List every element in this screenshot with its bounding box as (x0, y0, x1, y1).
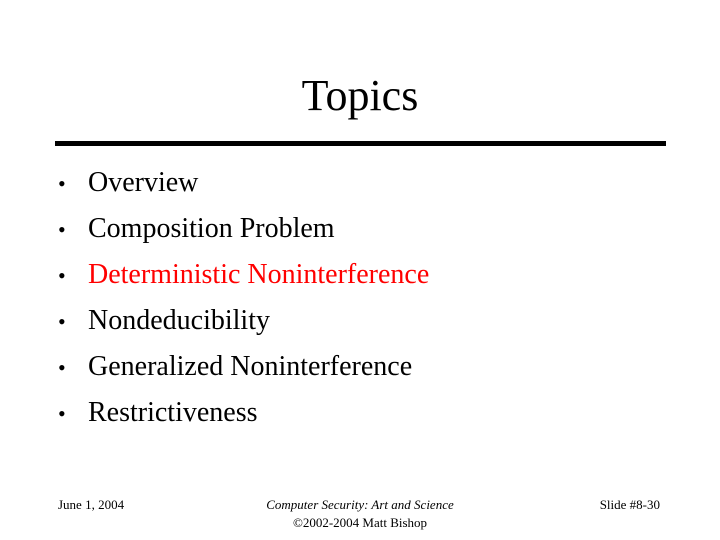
bullet-item-restrictiveness (58, 390, 429, 436)
bullet-text: Restrictiveness (88, 397, 258, 428)
bullet-marker: • (58, 217, 66, 242)
bullet-marker: • (58, 171, 66, 196)
bullet-text-highlighted: Deterministic Noninterference (88, 259, 430, 290)
bullet-text: Composition Problem (88, 213, 335, 244)
bullet-list (58, 160, 429, 436)
bullet-marker: • (58, 401, 66, 426)
footer-copyright: ©2002-2004 Matt Bishop (292, 515, 428, 530)
bullet-text: Generalized Noninterference (88, 351, 413, 382)
bullet-item-overview (58, 160, 429, 206)
bullet-text: Overview (88, 167, 199, 198)
title-underline-rule (55, 141, 666, 146)
footer-date: June 1, 2004 (58, 497, 125, 512)
bullet-marker: • (58, 263, 66, 288)
bullet-text: Nondeducibility (88, 305, 270, 336)
footer-book-title: Computer Security: Art and Science (266, 497, 454, 512)
bullet-marker: • (58, 309, 66, 334)
slide-title: Topics (301, 71, 419, 120)
bullet-marker: • (58, 355, 66, 380)
bullet-item-composition-problem (58, 206, 429, 252)
footer-book-credit (220, 496, 500, 532)
bullet-item-deterministic-noninterference (58, 252, 429, 298)
footer-slide-number: Slide #8-30 (599, 497, 660, 512)
bullet-item-generalized-noninterference (58, 344, 429, 390)
bullet-item-nondeducibility (58, 298, 429, 344)
